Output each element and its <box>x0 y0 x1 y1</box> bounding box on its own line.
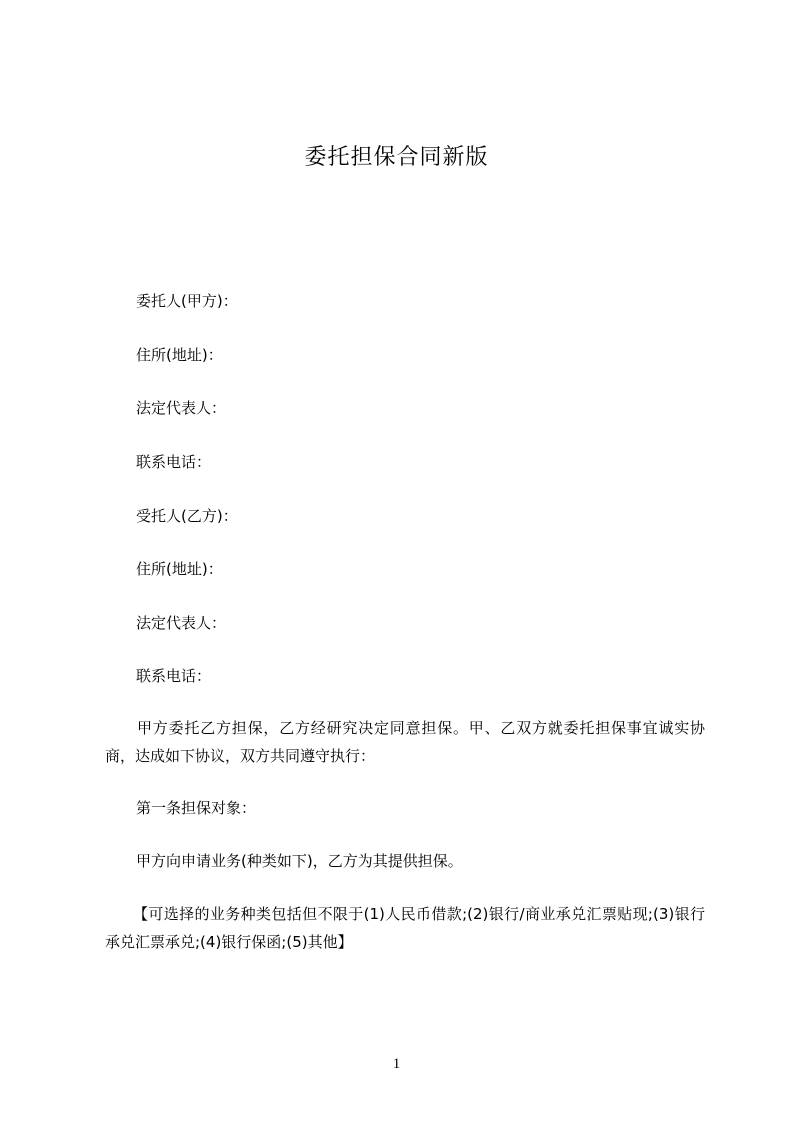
field-agent: 受托人(乙方)： <box>136 507 238 525</box>
document-title: 委托担保合同新版 <box>304 145 489 170</box>
article-1-text: 甲方向申请业务(种类如下)，乙方为其提供担保。 <box>136 852 463 870</box>
article-1-heading: 第一条担保对象： <box>136 799 257 817</box>
field-principal-address: 住所(地址)： <box>136 346 223 364</box>
business-options-note: 【可选择的业务种类包括但不限于(1)人民币借款;(2)银行/商业承兑汇票贴现;(3)银行承兑汇票承兑;(4)银行保函;(5)其他】 <box>105 905 705 951</box>
field-agent-legal-rep: 法定代表人： <box>136 614 227 632</box>
field-agent-phone: 联系电话： <box>136 667 212 685</box>
field-principal-phone: 联系电话： <box>136 453 212 471</box>
field-principal-legal-rep: 法定代表人： <box>136 399 227 417</box>
page-number: 1 <box>392 1056 401 1072</box>
field-agent-address: 住所(地址)： <box>136 560 223 578</box>
intro-paragraph: 甲方委托乙方担保，乙方经研究决定同意担保。甲、乙双方就委托担保事宜诚实协商，达成如下协议，双方共同遵守执行： <box>105 719 705 765</box>
field-principal: 委托人(甲方)： <box>136 292 238 310</box>
